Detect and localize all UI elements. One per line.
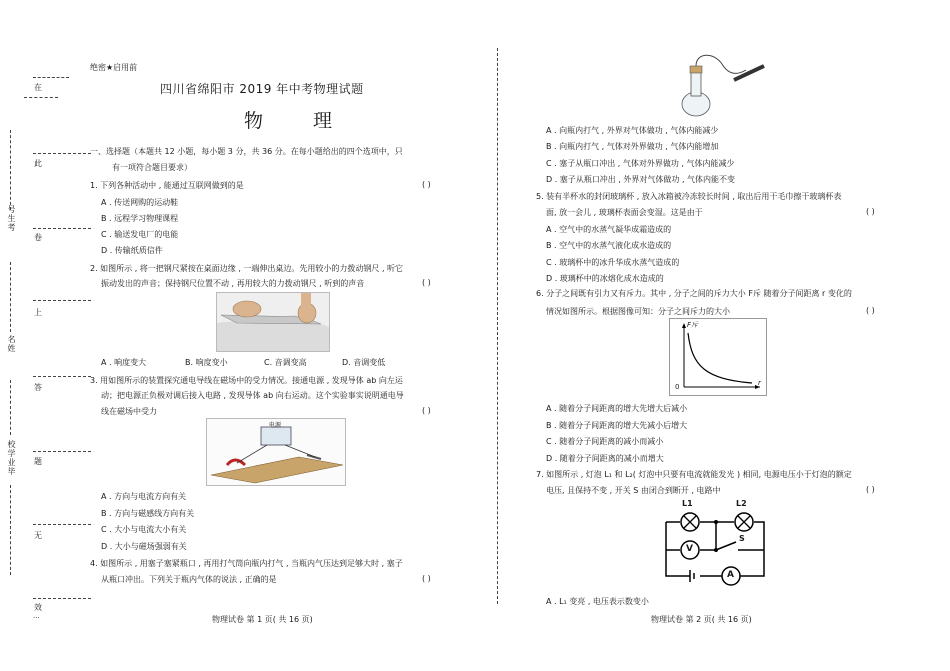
q6-stem-1: 6. 分子之间既有引力又有斥力。其中 , 分子之间的斥力大小 F斥 随着分子间距离 r 变化的 [536, 289, 852, 298]
ammeter-label: A [727, 570, 734, 580]
q1-stem: 1. 下列各种活动中 , 能通过互联网做到的是 [90, 181, 244, 190]
q7-option-a: A . L₁ 变亮 , 电压表示数变小 [546, 597, 649, 606]
q4-option-b: B . 向瓶内打气 , 气体对外界做功 , 气体内能增加 [546, 142, 719, 151]
graph-origin-label: 0 [675, 383, 680, 391]
q6-option-b: B . 随着分子间距离的增大先减小后增大 [546, 421, 688, 430]
q2-stem-1: 2. 如图所示 , 将一把钢尺紧按在桌面边缘 , 一端伸出桌边。先用较小的力拨动钢尺 , 听它 [90, 264, 404, 273]
q1-option-c: C . 输送发电厂的电能 [101, 230, 179, 239]
field-name: 名姓 [7, 335, 16, 353]
q2-answer-paren: ( ) [422, 278, 431, 287]
q5-option-a: A . 空气中的水蒸气凝华成霜造成的 [546, 225, 672, 234]
circuit-schematic [660, 498, 770, 586]
binding-line [24, 97, 58, 98]
q3-stem-3: 线在磁场中受力 [101, 407, 157, 416]
binding-vline [10, 485, 11, 575]
binding-word: 题 [34, 457, 42, 466]
q6-stem-2: 情况如图所示。根据图像可知：分子之间斥力的大小 [546, 307, 730, 316]
q5-stem-1: 5. 装有半杯水的封闭玻璃杯 , 放入冰箱被冷冻较长时间 , 取出后用干毛巾擦干玻璃杯表 [536, 192, 842, 201]
q2-option-d: D. 音调变低 [342, 358, 386, 367]
repulsion-curve-graph [670, 319, 766, 395]
q2-option-a: A . 响度变大 [101, 358, 147, 367]
q3-stem-2: 动；把电源正负极对调后接入电路 , 发现导体 ab 向右运动。这个实验事实说明通电导 [101, 391, 404, 400]
q4-flask-figure [674, 50, 768, 118]
q4-stem-2: 从瓶口冲出。下列关于瓶内气体的说法 , 正确的是 [101, 575, 277, 584]
q7-stem-1: 7. 如图所示 , 灯泡 L₁ 和 L₂( 灯泡中只要有电流就能发光 ) 相同, 电源电压小于灯泡的额定 [536, 470, 852, 479]
q1-option-d: D . 传输纸质信件 [101, 246, 163, 255]
q3-magnet-figure [206, 418, 346, 486]
page-divider [497, 48, 498, 604]
binding-line [33, 77, 69, 78]
graph-x-label: r [758, 379, 761, 387]
binding-word: 卷 [34, 233, 42, 242]
q5-option-b: B . 空气中的水蒸气液化成水造成的 [546, 241, 672, 250]
q3-option-c: C . 大小与电流大小有关 [101, 525, 187, 534]
binding-word: 在 [34, 83, 42, 92]
binding-vline [10, 130, 11, 210]
q7-answer-paren: ( ) [866, 485, 875, 494]
voltmeter-label: V [686, 544, 693, 554]
q4-option-a: A . 向瓶内打气 , 外界对气体做功 , 气体内能减少 [546, 126, 719, 135]
ruler-desk-illustration [217, 293, 329, 351]
q2-ruler-figure [216, 292, 330, 352]
circuit-label-l2: L2 [736, 499, 747, 508]
q1-option-b: B . 远程学习物理课程 [101, 214, 179, 223]
q6-option-a: A . 随着分子间距离的增大先增大后减小 [546, 404, 688, 413]
q1-answer-paren: ( ) [422, 180, 431, 189]
circuit-label-l1: L1 [682, 499, 693, 508]
q6-option-d: D . 随着分子间距离的减小而增大 [546, 454, 664, 463]
flask-pump-illustration [674, 50, 768, 118]
q6-option-c: C . 随着分子间距离的减小而减小 [546, 437, 664, 446]
q3-stem-1: 3. 用如图所示的装置探究通电导线在磁场中的受力情况。接通电源 , 发现导体 ab 向左运 [90, 376, 403, 385]
q5-stem-2: 面, 放一会儿 , 玻璃杯表面会变湿。这是由于 [546, 208, 703, 217]
secret-mark: 绝密★启用前 [90, 63, 138, 72]
subject-title: 物 理 [244, 110, 355, 132]
q2-stem-2: 振动发出的声音；保持钢尺位置不动 , 再用较大的力拨动钢尺 , 听到的声音 [101, 279, 365, 288]
binding-line [33, 300, 91, 301]
page-footer-left: 物理试卷 第 1 页( 共 16 页) [212, 615, 313, 624]
binding-ellipsis: ··· [33, 614, 40, 622]
binding-line [33, 451, 91, 452]
q2-option-c: C. 音调变高 [264, 358, 307, 367]
q4-option-d: D . 塞子从瓶口冲出 , 外界对气体做功 , 气体内能不变 [546, 175, 736, 184]
q7-stem-2: 电压, 且保持不变 , 开关 S 由闭合到断开 , 电路中 [546, 486, 721, 495]
q3-answer-paren: ( ) [422, 406, 431, 415]
binding-word: 效 [34, 603, 42, 612]
binding-word: 无 [34, 531, 42, 540]
q4-option-c: C . 塞子从瓶口冲出 , 气体对外界做功 , 气体内能减少 [546, 159, 735, 168]
section-heading: 一、选择题（本题共 12 小题，每小题 3 分，共 36 分。在每小题给出的四个选项中，只 [90, 147, 403, 156]
q5-option-c: C . 玻璃杯中的冰升华成水蒸气造成的 [546, 258, 680, 267]
q3-option-d: D . 大小与磁场强弱有关 [101, 542, 187, 551]
q7-circuit-diagram [660, 498, 770, 586]
binding-vline [10, 380, 11, 435]
q6-answer-paren: ( ) [866, 306, 875, 315]
binding-line [33, 376, 91, 377]
binding-word: 答 [34, 383, 42, 392]
q4-stem-1: 4. 如图所示 , 用塞子塞紧瓶口 , 再用打气筒向瓶内打气 , 当瓶内气压达到足够大时 , 塞子 [90, 559, 403, 568]
q5-option-d: D . 玻璃杯中的冰熔化成水造成的 [546, 274, 664, 283]
q1-option-a: A . 传送网购的运动鞋 [101, 198, 179, 207]
q2-option-b: B. 响度变小 [185, 358, 228, 367]
binding-line [33, 228, 91, 229]
q5-answer-paren: ( ) [866, 207, 875, 216]
q6-force-graph [669, 318, 767, 396]
power-label: 电源 [269, 422, 282, 429]
q3-option-b: B . 方向与磁感线方向有关 [101, 509, 195, 518]
switch-label: S [739, 534, 745, 543]
binding-line [33, 153, 91, 154]
field-school: 校学业毕 [7, 440, 16, 476]
page-footer-right: 物理试卷 第 2 页( 共 16 页) [651, 615, 752, 624]
field-exam-number: 号生考 [7, 205, 16, 232]
exam-title: 四川省绵阳市 2019 年中考物理试题 [160, 82, 364, 96]
binding-word: 上 [34, 308, 42, 317]
graph-y-label: F斥 [687, 321, 699, 329]
q4-answer-paren: ( ) [422, 574, 431, 583]
binding-line [33, 598, 91, 599]
binding-vline [10, 262, 11, 332]
binding-line [33, 524, 91, 525]
binding-word: 此 [34, 159, 42, 168]
q3-option-a: A . 方向与电流方向有关 [101, 492, 187, 501]
section-heading-cont: 有一项符合题目要求） [112, 163, 192, 172]
